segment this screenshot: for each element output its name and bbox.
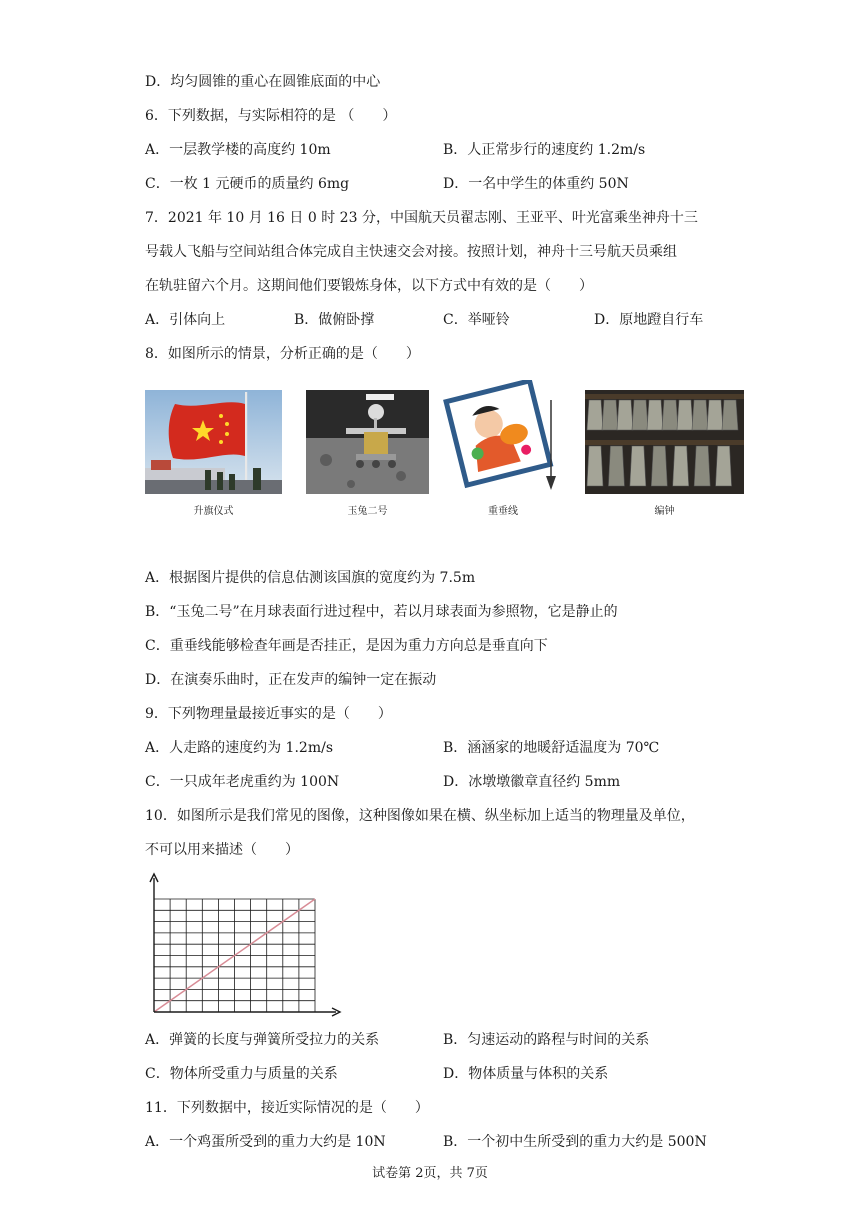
- bell: [587, 446, 603, 486]
- q10-stem-line1: 10．如图所示是我们常见的图像，这种图像如果在横、纵坐标加上适当的物理量及单位，: [145, 808, 695, 824]
- page-footer: 试卷第 2页，共 7页: [372, 1166, 488, 1181]
- q10-option-a: A．弹簧的长度与弹簧所受拉力的关系: [145, 1032, 380, 1048]
- q8-stem: 8．如图所示的情景，分析正确的是（ ）: [145, 346, 420, 362]
- bell: [694, 446, 710, 486]
- q6-stem: 6．下列数据，与实际相符的是 （ ）: [145, 108, 397, 124]
- q6-option-d: D．一名中学生的体重约 50N: [443, 176, 629, 192]
- caption-chime-bells: 编钟: [654, 506, 675, 517]
- bell: [630, 446, 646, 486]
- q6-option-c: C．一枚 1 元硬币的质量约 6mg: [145, 176, 350, 192]
- plumb-line-picture: [443, 380, 563, 494]
- q6-option-b: B．人正常步行的速度约 1.2m/s: [443, 142, 646, 158]
- bell: [608, 446, 624, 486]
- bell: [602, 400, 618, 430]
- bell: [647, 400, 663, 430]
- q9-stem: 9．下列物理量最接近事实的是（ ）: [145, 706, 392, 722]
- caption-flag-raising: 升旗仪式: [193, 506, 234, 517]
- flag-raising-photo: [145, 390, 282, 494]
- q8-option-a: A．根据图片提供的信息估测该国旗的宽度约为 7.5m: [145, 570, 476, 586]
- q7-stem-line1: 7．2021 年 10 月 16 日 0 时 23 分，中国航天员翟志刚、王亚平、叶光富乘坐神舟十三: [145, 210, 698, 226]
- q11-option-b: B．一个初中生所受到的重力大约是 500N: [443, 1134, 707, 1150]
- bell: [716, 446, 732, 486]
- caption-yutu: 玉兔二号: [347, 506, 388, 517]
- q11-stem: 11．下列数据中，接近实际情况的是（ ）: [145, 1100, 429, 1116]
- q5-option-d: D．均匀圆锥的重心在圆锥底面的中心: [145, 74, 381, 90]
- bell: [707, 400, 723, 430]
- q10-option-b: B．匀速运动的路程与时间的关系: [443, 1032, 650, 1048]
- bell: [722, 400, 738, 430]
- q7-option-d: D．原地蹬自行车: [594, 312, 704, 328]
- q7-stem-line2: 号载人飞船与空间站组合体完成自主快速交会对接。按照计划，神舟十三号航天员乘组: [145, 244, 677, 260]
- q9-option-d: D．冰墩墩徽章直径约 5mm: [443, 774, 621, 790]
- q7-stem-line3: 在轨驻留六个月。这期间他们要锻炼身体，以下方式中有效的是（ ）: [145, 278, 593, 294]
- chime-bells-photo: [585, 390, 744, 494]
- bell: [651, 446, 667, 486]
- caption-plumb-line: 重垂线: [488, 506, 518, 517]
- q10-stem-line2: 不可以用来描述（ ）: [145, 842, 299, 858]
- bell: [617, 400, 633, 430]
- yutu-rover-photo: [306, 390, 429, 494]
- q7-option-b: B．做俯卧撑: [294, 312, 375, 328]
- bell: [587, 400, 603, 430]
- bell: [673, 446, 689, 486]
- q10-option-d: D．物体质量与体积的关系: [443, 1066, 609, 1082]
- q7-option-c: C．举哑铃: [443, 312, 510, 328]
- bell: [677, 400, 693, 430]
- bell: [632, 400, 648, 430]
- bell: [662, 400, 678, 430]
- q9-option-c: C．一只成年老虎重约为 100N: [145, 774, 340, 790]
- q7-option-a: A．引体向上: [145, 312, 226, 328]
- q6-option-a: A．一层教学楼的高度约 10m: [145, 142, 331, 158]
- q8-option-d: D．在演奏乐曲时，正在发声的编钟一定在振动: [145, 672, 437, 688]
- q8-option-c: C．重垂线能够检查年画是否挂正，是因为重力方向总是垂直向下: [145, 638, 548, 654]
- q9-option-a: A．人走路的速度约为 1.2m/s: [145, 740, 334, 756]
- q11-option-a: A．一个鸡蛋所受到的重力大约是 10N: [145, 1134, 386, 1150]
- q9-option-b: B．涵涵家的地暖舒适温度为 70℃: [443, 740, 660, 756]
- q8-option-b: B．“玉兔二号”在月球表面行进过程中，若以月球表面为参照物，它是静止的: [145, 604, 618, 620]
- bell: [692, 400, 708, 430]
- linear-graph: [142, 872, 342, 1018]
- q10-option-c: C．物体所受重力与质量的关系: [145, 1066, 338, 1082]
